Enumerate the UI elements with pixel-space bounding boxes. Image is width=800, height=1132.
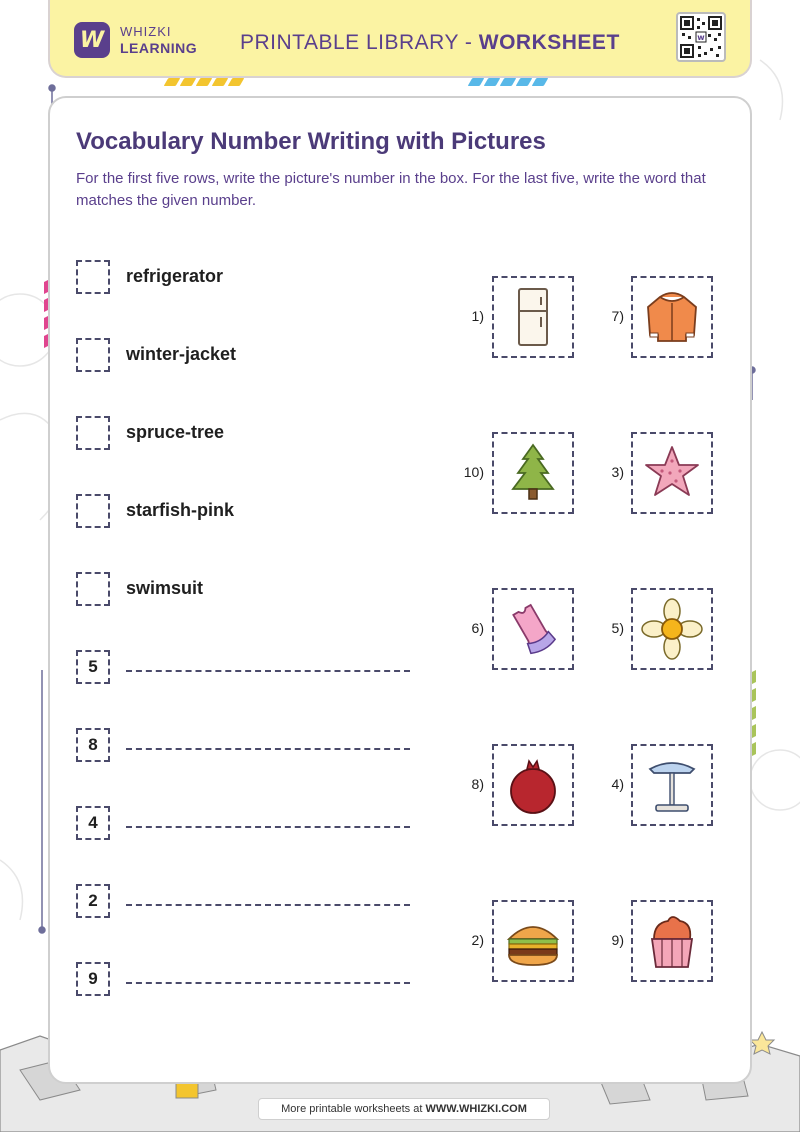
picture-box	[631, 744, 713, 826]
blue-stripes	[470, 78, 546, 88]
worksheet-title: Vocabulary Number Writing with Pictures	[76, 128, 546, 155]
answer-box[interactable]	[76, 572, 110, 606]
given-number: 8	[76, 728, 110, 762]
brand-line2: LEARNING	[120, 40, 198, 56]
word-row	[76, 416, 436, 456]
header-title	[240, 31, 620, 55]
picture-box	[631, 900, 713, 982]
answer-box[interactable]	[76, 416, 110, 450]
picture-box	[492, 276, 574, 358]
picture-box	[492, 744, 574, 826]
svg-text:w: w	[697, 33, 705, 42]
refrigerator-icon	[501, 285, 565, 349]
picture-number: 9)	[611, 932, 624, 948]
picture-number: 4)	[611, 776, 624, 792]
number-row	[76, 884, 436, 924]
answer-line[interactable]	[126, 982, 410, 984]
swimsuit-icon	[501, 597, 565, 661]
spruce-tree-icon	[501, 441, 565, 505]
winter-jacket-icon	[640, 285, 704, 349]
picture-number: 6)	[471, 620, 484, 636]
picture-number: 8)	[471, 776, 484, 792]
picture-number: 3)	[611, 464, 624, 480]
picture-number: 1)	[471, 308, 484, 324]
number-row	[76, 962, 436, 1002]
lamp-icon	[640, 753, 704, 817]
number-row	[76, 728, 436, 768]
given-number: 9	[76, 962, 110, 996]
vocab-word: winter-jacket	[126, 344, 237, 364]
picture-box	[631, 588, 713, 670]
footer-link[interactable]: WWW.WHIZKI.COM	[425, 1103, 527, 1115]
answer-box[interactable]	[76, 260, 110, 294]
pomegranate-icon	[501, 753, 565, 817]
word-row	[76, 572, 436, 612]
picture-box	[631, 432, 713, 514]
given-number: 4	[76, 806, 110, 840]
answer-box[interactable]	[76, 494, 110, 528]
yellow-stripes	[166, 78, 242, 88]
answer-line[interactable]	[126, 904, 410, 906]
answer-box[interactable]	[76, 338, 110, 372]
whizki-logo[interactable]	[74, 22, 110, 58]
page-header	[48, 0, 752, 92]
starfish-icon	[640, 441, 704, 505]
header-title-bold: WORKSHEET	[478, 31, 620, 54]
brand-line1: WHIZKI	[120, 24, 172, 39]
footer-text: More printable worksheets at	[281, 1103, 423, 1115]
picture-box	[631, 276, 713, 358]
word-row	[76, 494, 436, 534]
logo-letter: W	[79, 27, 105, 53]
given-number: 5	[76, 650, 110, 684]
daffodil-icon	[640, 597, 704, 661]
header-title-prefix: PRINTABLE LIBRARY -	[240, 31, 473, 54]
vocab-word: starfish-pink	[126, 500, 235, 520]
picture-number: 10)	[463, 464, 484, 480]
burger-icon	[501, 909, 565, 973]
answer-line[interactable]	[126, 826, 410, 828]
worksheet-instructions: For the first five rows, write the picture's number in the box. For the last five, write the word that matches the given number.	[76, 170, 706, 209]
cupcake-icon	[640, 909, 704, 973]
vocab-word: spruce-tree	[126, 422, 225, 442]
brand-name	[120, 24, 197, 56]
picture-number: 5)	[611, 620, 624, 636]
number-row	[76, 806, 436, 846]
word-row	[76, 338, 436, 378]
word-row	[76, 260, 436, 300]
picture-box	[492, 588, 574, 670]
qr-code-icon[interactable]	[676, 12, 726, 62]
number-row	[76, 650, 436, 690]
picture-number: 7)	[611, 308, 624, 324]
vocab-word: swimsuit	[126, 578, 204, 598]
footer-credit	[258, 1098, 550, 1120]
answer-line[interactable]	[126, 748, 410, 750]
picture-number: 2)	[471, 932, 484, 948]
picture-box	[492, 432, 574, 514]
given-number: 2	[76, 884, 110, 918]
vocab-word: refrigerator	[126, 266, 224, 286]
answer-line[interactable]	[126, 670, 410, 672]
picture-box	[492, 900, 574, 982]
